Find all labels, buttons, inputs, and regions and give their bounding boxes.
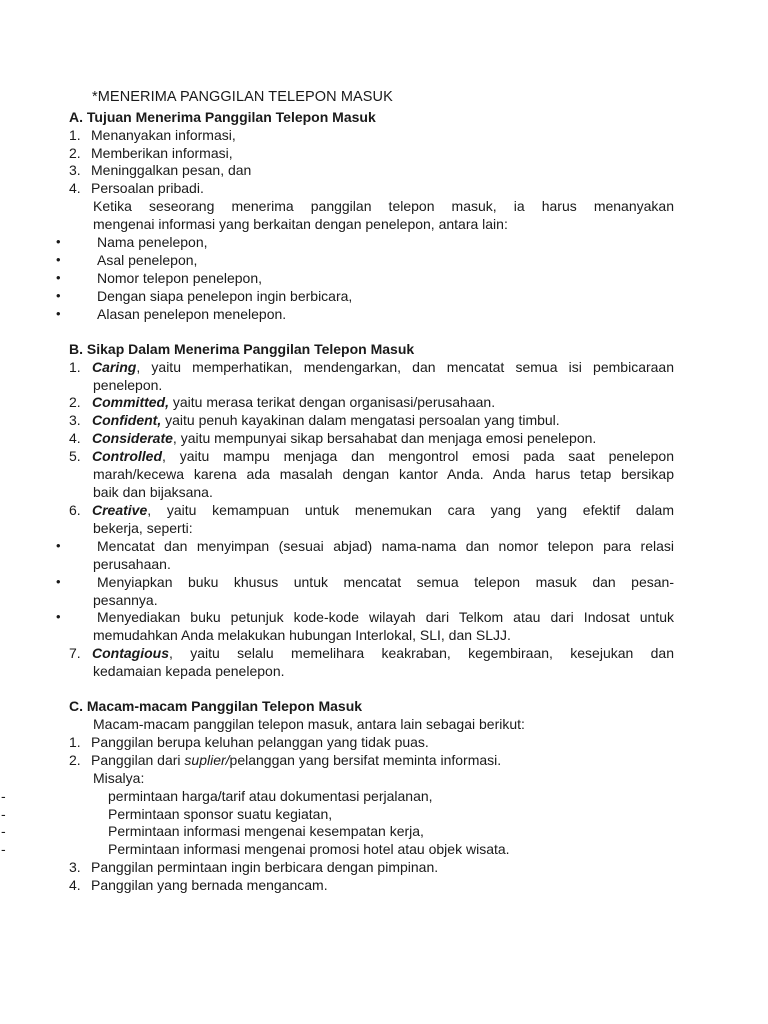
term-description: , yaitu mampu menjaga dan mengontrol emosi pada saat penelepon (162, 448, 674, 464)
dash-item: Permintaan informasi mengenai kesempatan kerja, (108, 823, 424, 839)
list-item-continuation: marah/kecewa karena ada masalah dengan kantor Anda. Anda harus tetap bersikap (93, 466, 674, 482)
document-title: *MENERIMA PANGGILAN TELEPON MASUK (92, 89, 393, 105)
list-item: Panggilan yang bernada mengancam. (91, 877, 328, 893)
bullet-item-continuation: pesannya. (93, 592, 158, 608)
term-description: yaitu penuh kayakinan dalam mengatasi persoalan yang timbul. (161, 412, 560, 428)
term-description: , yaitu kemampuan untuk menemukan cara yang yang efektif dalam (147, 502, 674, 518)
list-number: 3. (69, 859, 81, 875)
bullet-item: Menyediakan buku petunjuk kode-kode wilayah dari Telkom atau dari Indosat untuk (97, 609, 674, 625)
bullet-marker: • (56, 288, 61, 303)
bullet-marker: • (56, 270, 61, 285)
list-number: 6. (69, 502, 81, 518)
list-item-continuation: penelepon. (93, 377, 163, 393)
list-item-continuation: bekerja, seperti: (93, 520, 193, 536)
term-description: yaitu merasa terikat dengan organisasi/perusahaan. (169, 394, 496, 410)
list-item (92, 429, 596, 447)
bullet-marker: • (56, 252, 61, 267)
paragraph-line: mengenai informasi yang berkaitan dengan penelepon, antara lain: (93, 216, 508, 232)
term: Caring (92, 359, 137, 375)
dash-item: Permintaan sponsor suatu kegiatan, (108, 806, 333, 822)
bullet-item: Menyiapkan buku khusus untuk mencatat semua telepon masuk dan pesan- (97, 574, 674, 590)
section-c-heading: C. Macam-macam Panggilan Telepon Masuk (69, 698, 363, 714)
list-item (92, 644, 674, 662)
list-item: Memberikan informasi, (91, 145, 233, 161)
term-description: , yaitu mempunyai sikap bersahabat dan menjaga emosi penelepon. (172, 430, 597, 446)
italic-word: suplier/ (184, 752, 230, 768)
section-b-heading: B. Sikap Dalam Menerima Panggilan Telepon Masuk (69, 341, 415, 357)
list-number: 4. (69, 877, 81, 893)
list-item: Panggilan permintaan ingin berbicara dengan pimpinan. (91, 859, 439, 875)
section-a-heading: A. Tujuan Menerima Panggilan Telepon Masuk (69, 109, 376, 125)
term: Considerate (92, 430, 173, 446)
list-item (92, 411, 560, 429)
paragraph-line: Ketika seseorang menerima panggilan telepon masuk, ia harus menanyakan (93, 198, 674, 214)
list-item (91, 751, 501, 769)
list-number: 2. (69, 145, 81, 161)
bullet-item-continuation: memudahkan Anda melakukan hubungan Interlokal, SLI, dan SLJJ. (93, 627, 511, 643)
list-number: 1. (69, 359, 81, 375)
list-item: Meninggalkan pesan, dan (91, 162, 252, 178)
term-description: , yaitu memperhatikan, mendengarkan, dan mencatat semua isi pembicaraan (136, 359, 674, 375)
list-number: 1. (69, 127, 81, 143)
bullet-marker: • (56, 538, 61, 553)
bullet-marker: • (56, 306, 61, 321)
list-item: Menanyakan informasi, (91, 127, 236, 143)
bullet-item: Nomor telepon penelepon, (97, 270, 263, 286)
bullet-marker: • (56, 234, 61, 249)
list-number: 3. (69, 162, 81, 178)
bullet-item: Dengan siapa penelepon ingin berbicara, (97, 288, 353, 304)
list-number: 4. (69, 430, 81, 446)
bullet-item: Nama penelepon, (97, 234, 208, 250)
dash-marker: - (1, 806, 6, 822)
example-label: Misalya: (93, 770, 145, 786)
dash-item: Permintaan informasi mengenai promosi hotel atau objek wisata. (108, 841, 510, 857)
list-item (92, 447, 674, 465)
dash-marker: - (1, 823, 6, 839)
term: Contagious (92, 645, 169, 661)
list-item (92, 501, 674, 519)
dash-marker: - (1, 841, 6, 857)
list-item: Panggilan berupa keluhan pelanggan yang tidak puas. (91, 734, 429, 750)
bullet-marker: • (56, 609, 61, 624)
list-item-text: pelanggan yang bersifat meminta informasi. (229, 752, 502, 768)
list-number: 3. (69, 412, 81, 428)
list-number: 4. (69, 180, 81, 196)
bullet-item: Asal penelepon, (97, 252, 198, 268)
list-number: 1. (69, 734, 81, 750)
dash-marker: - (1, 788, 6, 804)
list-item (92, 393, 495, 411)
bullet-item-continuation: perusahaan. (93, 556, 171, 572)
list-item-continuation: baik dan bijaksana. (93, 484, 213, 500)
bullet-item: Mencatat dan menyimpan (sesuai abjad) nama-nama dan nomor telepon para relasi (97, 538, 674, 554)
list-number: 2. (69, 752, 81, 768)
term: Creative (92, 502, 148, 518)
list-item: Persoalan pribadi. (91, 180, 204, 196)
list-number: 7. (69, 645, 81, 661)
list-number: 2. (69, 394, 81, 410)
list-number: 5. (69, 448, 81, 464)
term: Committed, (92, 394, 169, 410)
bullet-item: Alasan penelepon menelepon. (97, 306, 287, 322)
bullet-marker: • (56, 574, 61, 589)
term-description: , yaitu selalu memelihara keakraban, kegembiraan, kesejukan dan (169, 645, 674, 661)
paragraph-line: Macam-macam panggilan telepon masuk, antara lain sebagai berikut: (93, 716, 525, 732)
term: Controlled (92, 448, 162, 464)
dash-item: permintaan harga/tarif atau dokumentasi perjalanan, (108, 788, 433, 804)
list-item-text: Panggilan dari (91, 752, 185, 768)
list-item-continuation: kedamaian kepada penelepon. (93, 663, 285, 679)
list-item (92, 358, 674, 376)
term: Confident, (92, 412, 162, 428)
